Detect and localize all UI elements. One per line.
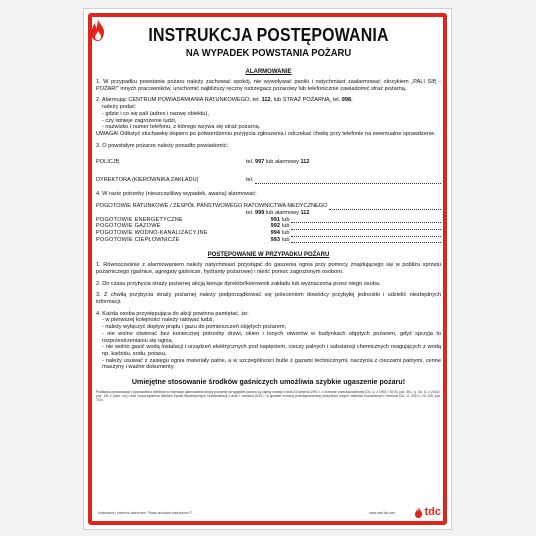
director-row (96, 177, 441, 184)
fire-point-2: 2. Do czasu przybycia straży pożarnej akcją kieruje dyrektor/kierownik zakładu lub wyznaczona przez niego osoba. (96, 280, 381, 287)
emergency-row: POGOTOWIE GAZOWE 992 lub (96, 223, 441, 230)
police-tel: tel. 997 lub alarmowy 112 (246, 159, 310, 166)
medical-label: POGOTOWIE RATUNKOWE / ZESPÓŁ PAŃSTWOWEGO RATOWNICTWA MEDYCZNEGO (96, 203, 328, 210)
logo-flame-icon (414, 507, 423, 518)
instruction-sheet (83, 8, 452, 530)
emergency-row: POGOTOWIE ENERGETYCZNE 991 lub (96, 217, 441, 224)
logo-text: tdc (424, 506, 441, 518)
fire-point-4: 4. Każda osoba przystępująca do akcji powinna pamiętać, że: (96, 310, 249, 317)
tdc-logo (414, 506, 442, 518)
fire-item: - w pierwszej kolejności należy ratować ludzi, (102, 317, 214, 324)
police-label: POLICJĘ (96, 159, 120, 166)
website-link[interactable]: www.mali-tdc.com (369, 511, 395, 515)
page-subtitle: NA WYPADEK POWSTANIA POŻARU (185, 47, 352, 59)
footer (98, 506, 441, 518)
fire-point-1: 1. Równocześnie z alarmowaniem należy natychmiast przystąpić do gaszenia ognia przy pomocy znajdującego się w pobliżu sprzętu pożarniczego (gaśnice, agregaty gaśnicze, hydranty pożarowe) i nieść pomoc zagrożonym osobom. (96, 262, 441, 275)
alarm-item: - czy istnieje zagrożenie ludzi, (102, 117, 177, 124)
police-row (96, 159, 441, 166)
dotted-line (255, 178, 441, 184)
alarm-point-1: 1. W przypadku powstania pożaru należy zachować spokój, nie wywoływać paniki i natychmiast zaalarmować okrzykiem „PALI SIĘ - POŻAR!" innych pracowników, uruchomić najbliższy ręczny ostrzegacz pożarowy lub telefonicznie zawiadomić straż pożarną. (96, 79, 441, 92)
fire-item: - nie wolno gasić wodą instalacji i urządzeń elektrycznych pod napięciem, cieczy palnych i substancji chemicznych reagujących z wodą np. karbidu, sodu, potasu, (102, 344, 441, 357)
emergency-row: POGOTOWIE WODNO-KANALIZACYJNE 994 lub (96, 230, 441, 237)
fire-item: - należy wyłączyć dopływ prądu i gazu do pomieszczeń objętych pożarem, (102, 324, 287, 331)
alarm-warning: UWAGA! Odłożyć słuchawkę dopiero po potwierdzeniu przyjęcia zgłoszenia i odczekać chwilę przy telefonie na ewentualne sprawdzenie. (96, 130, 436, 137)
final-statement: Umiejętne stosowanie środków gaśniczych umożliwia szybkie ugaszenie pożaru! (131, 378, 406, 387)
director-label: DYREKTORA (KIEROWNIKA ZAKŁADU) (96, 177, 199, 184)
medical-row (96, 203, 441, 210)
alarm-point-3: 3. O powstałym pożarze należy ponadto powiadomić: (96, 142, 229, 149)
alarm-item: - gdzie i co się pali (adres i nazwę obiektu), (102, 110, 209, 117)
dotted-line (329, 204, 441, 210)
medical-tel: tel. 999 lub alarmowy 112 (246, 210, 310, 217)
content (96, 25, 441, 521)
alarm-give-label: należy podać: (102, 104, 137, 111)
legal-note: Podstawą opracowania i wyposażenia obiektów w instrukcje alarmowania straży pożarnej na wypadek pożaru są zapisy ustawy z dnia 24 sierpnia 1991 r. o ochronie przeciwpożarowej (Dz. U. z 1991 r. Nr 81 poz. 351, t.j. Dz. U. z 2016 r. poz. 191 z późn. zm.) oraz rozporządzenia Ministra Spraw Wewnętrznych i Administracji z dnia 7 czerwca 2010 r. w sprawie ochrony przeciwpożarowej budynków, innych obiektów budowlanych i terenów (Dz. U. 2010 r. Nr 109, poz. 719). (96, 390, 441, 403)
fire-point-3: 3. Z chwilą przybycia straży pożarnej należy podporządkować się poleceniom dowódcy przybyłej jednostki i udzielić niezbędnych informacji. (96, 292, 441, 306)
director-tel: tel. (246, 177, 254, 184)
tel-112: 112 (261, 97, 271, 104)
alarm-item: - nazwisko i numer telefonu, z którego wzywa się straż pożarną. (102, 124, 261, 131)
page-title: INSTRUKCJA POSTĘPOWANIA (148, 24, 389, 45)
alarm-section-header: ALARMOWANIE (245, 69, 292, 75)
fire-section-header: POSTĘPOWANIE W PRZYPADKU POŻARU (207, 252, 330, 259)
alarm-point-2: 2. Alarmując CENTRUM POWIADAMIANIA RATUNKOWEGO, tel. 112, lub STRAŻ POŻARNĄ, tel. 998, (96, 97, 353, 104)
tel-998: 998 (341, 97, 352, 104)
copyright-note: Kopiowanie i przedruk zabronione. Prawa autorskie zastrzeżone ©. (98, 511, 193, 515)
alarm-point-4: 4. W razie potrzeby (nieszczęśliwy wypadek, awaria) alarmować: (96, 190, 257, 197)
emergency-row: POGOTOWIE CIEPŁOWNICZE 993 lub (96, 237, 441, 244)
fire-item: - nie wolno otwierać bez koniecznej potrzeby drzwi, okien i innych otworów w budynkach objętych pożarem, gdyż sprzyja to rozprzestrzenianiu się ognia, (102, 330, 441, 344)
fire-item: - należy usuwać z zasięgu ognia materiały palne, a w szczególności butle z gazami technicznymi, naczynia z cieczami palnymi, cenne maszyny i ważne dokumenty. (102, 357, 441, 371)
